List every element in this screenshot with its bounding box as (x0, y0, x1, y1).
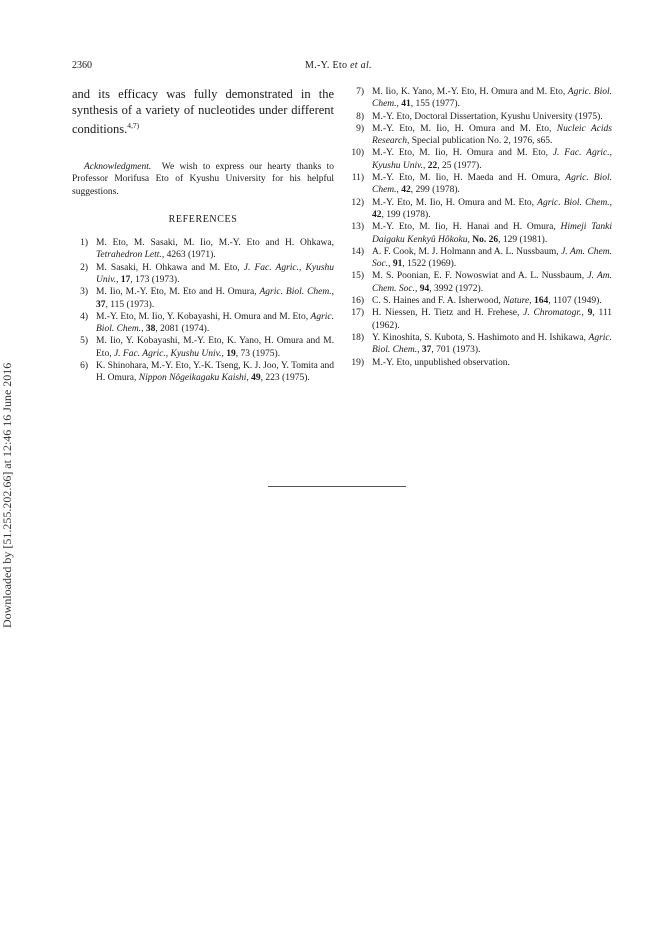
body-paragraph (72, 86, 334, 137)
reference-number: 7) (356, 87, 364, 97)
reference-segment: , (415, 283, 420, 294)
reference-segment: , (396, 185, 402, 196)
acknowledgment-text: We wish to express our hearty thanks to Professor Morifusa Eto of Kyushu University for his helpful suggestions. (72, 162, 334, 197)
reference-segment: H. Niessen, H. Tietz and H. Frehese, (372, 308, 524, 319)
reference-segment: , 1522 (1969). (402, 259, 457, 270)
reference-journal: J. Fac. Agric., Kyushu Univ. (96, 262, 335, 285)
reference-number: 5) (80, 336, 88, 347)
reference-number: 19) (351, 357, 364, 368)
reference-segment: , 25 (1977). (437, 160, 482, 171)
end-rule (268, 486, 406, 487)
reference-text (372, 197, 612, 222)
reference-segment: M.-Y. Eto, M. Iio, H. Omura and M. Eto, (372, 123, 557, 134)
reference-segment: M.-Y. Eto, M. Iio, H. Omura and M. Eto, (372, 197, 538, 208)
acknowledgment (72, 161, 334, 198)
reference-text (372, 357, 612, 369)
reference-segment: M. Sasaki, H. Ohkawa and M. Eto, (96, 262, 244, 273)
reference-text (96, 262, 334, 287)
reference-volume: 37 (96, 299, 106, 310)
reference-volume: 42 (401, 185, 411, 196)
reference-number: 8) (356, 111, 364, 122)
reference-item (348, 332, 612, 357)
reference-segment: , Special publication No. 2, 1976, s65. (407, 136, 553, 147)
reference-segment: , 73 (1975). (235, 348, 281, 359)
reference-segment: , (417, 345, 422, 356)
reference-volume: 17 (120, 274, 131, 285)
reference-volume: 164 (533, 296, 549, 307)
reference-item (348, 307, 612, 332)
running-head-authors: M.-Y. Eto (305, 60, 348, 71)
reference-segment: M.-Y. Eto, Doctoral Dissertation, Kyushu University (1975). (372, 111, 603, 122)
reference-segment: M. Iio, M.-Y. Eto, M. Eto and H. Omura, (96, 287, 260, 298)
reference-journal: Agric. Biol. Chem. (372, 173, 612, 196)
reference-journal: Agric. Biol. Chem. (372, 87, 612, 110)
reference-text (96, 360, 334, 385)
reference-segment: , (423, 160, 428, 171)
reference-journal: J. Fac. Agric., Kyushu Univ. (372, 148, 612, 171)
reference-number: 14) (351, 246, 364, 257)
reference-volume: 41 (401, 99, 411, 110)
reference-number: 15) (351, 271, 364, 282)
reference-journal: Nucleic Acids Research (372, 123, 612, 147)
citation-superscript: 4,7) (127, 121, 140, 130)
reference-segment: , 4263 (1971). (161, 250, 216, 261)
body-text: and its efficacy was fully demonstrated in the synthesis of a variety of nucleotides under different conditions. (72, 87, 334, 137)
reference-journal: Himeji Tanki Daigaku Kenkyû Hôkoku (372, 222, 612, 245)
reference-number: 9) (356, 123, 364, 134)
reference-segment: K. Shinohara, M.-Y. Eto, Y.-K. Tseng, K. J. Joo, Y. Tomita and H. Omura, (96, 361, 334, 384)
reference-list-right (348, 86, 612, 369)
reference-journal: Tetrahedron Lett. (96, 250, 162, 261)
reference-segment: , (221, 348, 227, 359)
reference-number: 12) (351, 197, 364, 208)
reference-number: 2) (80, 262, 88, 273)
page-number: 2360 (72, 60, 92, 71)
reference-segment: , 111 (1962). (372, 308, 613, 331)
reference-segment: , (388, 259, 393, 270)
reference-segment: M. Iio, K. Yano, M.-Y. Eto, H. Omura and M. Eto, (372, 87, 568, 97)
acknowledgment-label: Acknowledgment. (84, 162, 152, 173)
reference-volume: 94 (419, 283, 430, 294)
reference-item (72, 335, 334, 360)
reference-number: 16) (351, 296, 364, 307)
reference-volume: 9 (587, 308, 593, 319)
reference-item (348, 147, 612, 172)
reference-volume: 37 (421, 345, 432, 356)
reference-journal: J. Chromatogr. (523, 308, 582, 319)
reference-item (348, 246, 612, 271)
reference-item (348, 270, 612, 295)
reference-number: 11) (351, 173, 364, 184)
reference-segment: , 1107 (1949). (548, 296, 602, 307)
reference-number: 17) (351, 308, 364, 319)
reference-segment: , (141, 324, 146, 335)
reference-segment: M. Iio, Y. Kobayashi, M.-Y. Eto, K. Yano, H. Omura and M. Eto, (96, 336, 334, 359)
right-column (348, 86, 612, 369)
reference-segment: M.-Y. Eto, M. Iio, H. Maeda and H. Omura, (372, 173, 566, 184)
reference-segment: , (529, 296, 534, 307)
reference-number: 18) (351, 332, 364, 343)
left-column (72, 86, 334, 385)
reference-item (348, 295, 612, 307)
reference-text (372, 86, 612, 111)
reference-item (348, 86, 612, 111)
reference-segment: , 129 (1981). (498, 234, 548, 245)
reference-number: 13) (351, 222, 364, 233)
reference-number: 4) (80, 311, 88, 322)
reference-item (348, 197, 612, 222)
reference-text (96, 335, 334, 360)
reference-text (372, 172, 612, 197)
reference-segment: , 173 (1973). (130, 274, 180, 285)
reference-item (348, 111, 612, 123)
reference-segment: , 299 (1978). (410, 185, 460, 196)
reference-item (348, 172, 612, 197)
reference-segment: C. S. Haines and F. A. Isherwood, (372, 296, 504, 307)
reference-text (372, 270, 612, 295)
reference-segment: , (116, 274, 121, 285)
reference-text (372, 147, 612, 172)
reference-segment: M.-Y. Eto, M. Iio, H. Omura and M. Eto, (372, 148, 553, 159)
reference-segment: , (246, 373, 252, 384)
reference-item (72, 311, 334, 336)
reference-segment: , (396, 99, 402, 110)
reference-text (372, 246, 612, 271)
reference-segment: , 223 (1975). (260, 373, 310, 384)
reference-segment: M. Eto, M. Sasaki, M. Iio, M.-Y. Eto and H. Ohkawa, (96, 238, 334, 249)
reference-volume: 22 (427, 160, 438, 171)
reference-item (72, 286, 334, 311)
reference-journal: Agric. Biol. Chem. (537, 197, 610, 208)
reference-segment: , (331, 287, 334, 298)
references-heading: REFERENCES (168, 214, 238, 226)
reference-text (96, 286, 334, 311)
reference-journal: J. Fac. Agric., Kyushu Univ. (113, 348, 222, 359)
reference-volume: 91 (392, 259, 403, 270)
reference-segment: Y. Kinoshita, S. Kubota, S. Hashimoto and H. Ishikawa, (372, 332, 589, 343)
reference-text (96, 311, 334, 336)
reference-text (372, 332, 612, 357)
reference-volume: 42 (372, 209, 382, 220)
reference-journal: Agric. Biol. Chem. (372, 332, 612, 356)
reference-volume: 19 (226, 348, 236, 359)
reference-text (372, 295, 612, 307)
reference-segment: , 155 (1977). (410, 99, 460, 110)
reference-number: 10) (351, 148, 364, 159)
reference-segment: , 701 (1973). (431, 345, 481, 356)
reference-number: 3) (80, 287, 88, 298)
reference-journal: J. Am. Chem. Soc. (372, 246, 613, 270)
reference-segment: , 115 (1973). (105, 299, 155, 310)
reference-journal: Agric. Biol. Chem. (96, 311, 334, 335)
reference-segment: , 3992 (1972). (429, 283, 484, 294)
reference-segment: , 199 (1978). (381, 209, 431, 220)
reference-number: 6) (80, 361, 88, 372)
reference-journal: Agric. Biol. Chem. (259, 287, 332, 298)
reference-volume: 38 (145, 324, 156, 335)
reference-segment: A. F. Cook, M. J. Holmann and A. L. Nussbaum, (372, 246, 562, 257)
reference-text (372, 221, 612, 246)
reference-segment: M.-Y. Eto, M. Iio, H. Hanai and H. Omura, (372, 222, 561, 233)
reference-segment: M.-Y. Eto, unpublished observation. (372, 357, 510, 368)
reference-item (72, 262, 334, 287)
reference-segment: , (609, 197, 612, 208)
reference-journal: Nature (503, 296, 530, 307)
reference-segment: , (467, 234, 473, 245)
reference-segment: M. S. Poonian, E. F. Nowoswiat and A. L. Nussbaum, (372, 271, 588, 282)
download-watermark: Downloaded by [51.255.202.66] at 12:46 16 June 2016 (0, 362, 14, 628)
reference-segment: , 2081 (1974). (155, 324, 210, 335)
reference-text (372, 123, 612, 148)
reference-item (72, 360, 334, 385)
reference-segment: , (581, 308, 588, 319)
reference-number: 1) (80, 238, 88, 249)
reference-list-left (72, 237, 334, 385)
reference-text (372, 111, 612, 123)
reference-segment: M.-Y. Eto, M. Iio, Y. Kobayashi, H. Omura and M. Eto, (96, 311, 311, 322)
reference-item (72, 237, 334, 262)
reference-item (348, 221, 612, 246)
reference-text (96, 237, 334, 262)
reference-volume: No. 26 (472, 234, 499, 245)
reference-text (372, 307, 612, 332)
reference-journal: J. Am. Chem. Soc. (372, 271, 612, 294)
running-head-etal: et al. (350, 60, 372, 71)
reference-volume: 49 (251, 373, 261, 384)
reference-journal: Nippon Nôgeikagaku Kaishi (138, 373, 247, 384)
running-head (305, 60, 372, 71)
reference-item (348, 123, 612, 148)
reference-item (348, 357, 612, 369)
